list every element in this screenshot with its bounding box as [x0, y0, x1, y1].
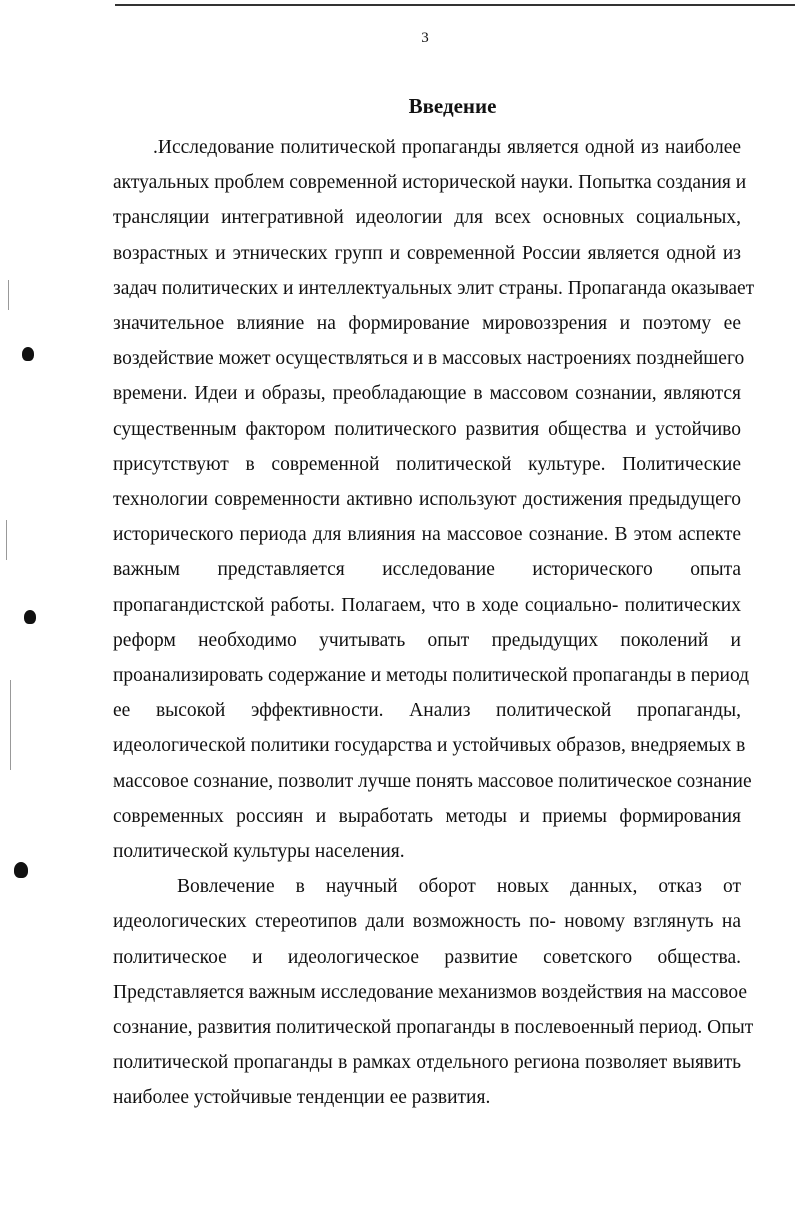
text-line: ее высокой эффективности. Анализ политической пропаганды,	[113, 700, 741, 722]
text-line: реформ необходимо учитывать опыт предыдущих поколений и	[113, 629, 741, 651]
text-line: актуальных проблем современной исторической науки. Попытка создания и	[113, 172, 747, 194]
scan-speck	[6, 520, 7, 560]
text-line: идеологических стереотипов дали возможность по- новому взглянуть на	[113, 911, 741, 933]
text-line: исторического периода для влияния на массовое сознание. В этом аспекте	[113, 524, 741, 546]
text-line: важным представляется исследование исторического опыта	[113, 559, 741, 581]
text-line: времени. Идеи и образы, преобладающие в массовом сознании, являются	[113, 383, 741, 405]
page-number: 3	[421, 30, 429, 46]
text-line: пропагандистской работы. Полагаем, что в ходе социально- политических	[113, 594, 741, 616]
scan-top-border	[115, 4, 795, 6]
text-line: политической культуры населения.	[113, 841, 405, 862]
text-line: .Исследование политической пропаганды является одной из наиболее	[153, 137, 741, 158]
scan-speck	[8, 280, 9, 310]
text-line: Вовлечение в научный оборот новых данных, отказ от	[177, 876, 741, 898]
text-line: трансляции интегративной идеологии для всех основных социальных,	[113, 207, 741, 229]
scan-speck	[10, 680, 11, 770]
text-line: присутствуют в современной политической культуре. Политические	[113, 453, 741, 475]
text-line: существенным фактором политического развития общества и устойчиво	[113, 418, 741, 440]
text-line: политической пропаганды в рамках отдельного региона позволяет выявить	[113, 1052, 741, 1074]
binder-hole-mark	[22, 347, 34, 361]
text-line: идеологической политики государства и устойчивых образов, внедряемых в	[113, 735, 746, 757]
binder-hole-mark	[24, 610, 36, 624]
text-line: возрастных и этнических групп и современной России является одной из	[113, 242, 741, 264]
text-line: политическое и идеологическое развитие советского общества.	[113, 946, 741, 968]
text-line: проанализировать содержание и методы политической пропаганды в период	[113, 665, 750, 686]
text-line: современных россиян и выработать методы и приемы формирования	[113, 805, 741, 827]
section-title: Введение	[408, 94, 497, 118]
text-line: Представляется важным исследование механизмов воздействия на массовое	[113, 981, 747, 1003]
text-line: технологии современности активно используют достижения предыдущего	[113, 489, 741, 510]
binder-hole-mark	[14, 862, 28, 878]
text-line: воздействие может осуществляться и в массовых настроениях позднейшего	[113, 348, 745, 370]
text-line: массовое сознание, позволит лучше понять массовое политическое сознание	[113, 770, 752, 792]
text-line: сознание, развития политической пропаганды в послевоенный период. Опыт	[113, 1017, 754, 1038]
text-line: значительное влияние на формирование мировоззрения и поэтому ее	[113, 313, 741, 334]
text-line: задач политических и интеллектуальных элит страны. Пропаганда оказывает	[113, 277, 755, 299]
text-line: наиболее устойчивые тенденции ее развития.	[113, 1087, 491, 1109]
